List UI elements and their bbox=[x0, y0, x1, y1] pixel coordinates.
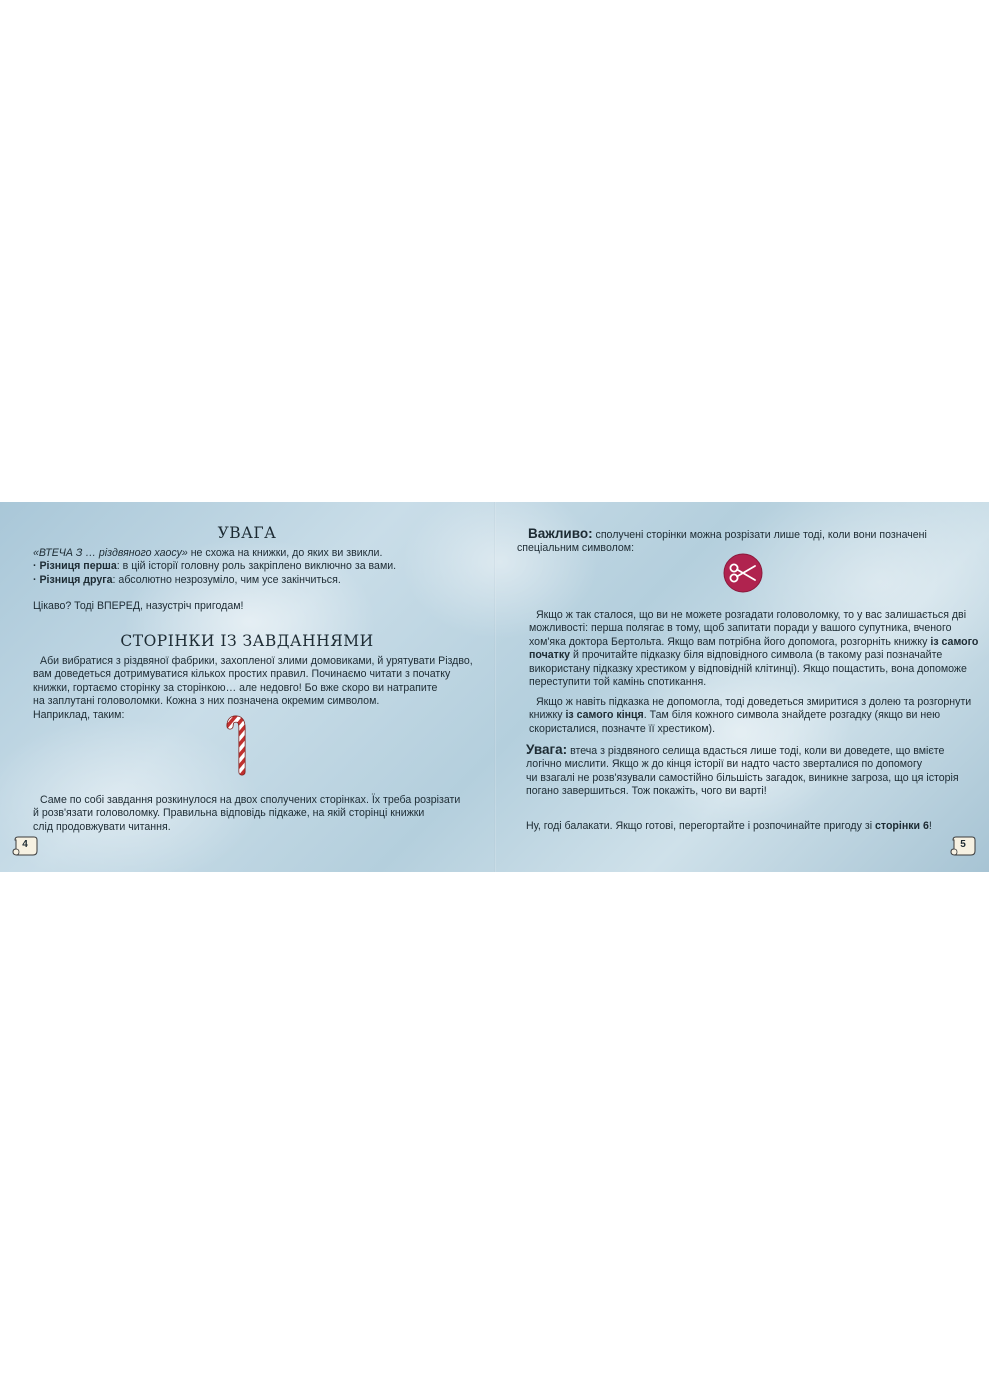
page-number-left: 4 bbox=[12, 836, 38, 856]
diff1-label: · Різниця перша bbox=[33, 560, 117, 573]
candy-cane-icon bbox=[226, 714, 254, 776]
final-text: Ну, годі балакати. Якщо готові, перегортайте і розпочинайте пригоду зі сторінки 6! bbox=[526, 820, 932, 832]
diff2-label: · Різниця друга bbox=[33, 573, 113, 586]
answer-text: Якщо ж навіть підказка не допомогла, тоді доведеться змиритися з долею та розгорнути книжку із самого кінця. Там біля кожного символа знайдете розгадку (якщо ви нею скористалися, позначте її хрестиком). bbox=[529, 696, 972, 735]
split-text: Саме по собі завдання розкинулося на двох сполучених сторінках. Їх треба розрізати й розв'язати головоломку. Правильна відповідь підкаже, на якій сторінці книжки слід продовжувати читання. bbox=[33, 794, 461, 833]
page-number-right: 5 bbox=[950, 836, 976, 856]
right-page bbox=[496, 502, 989, 872]
intro-text: «ВТЕЧА З … різдвяного хаосу» не схожа на книжки, до яких ви звикли. · Різниця перша: в цій історії головну роль закріплено виключно за вами. · Різниця друга: абсолютно незрозуміло, чим усе закінчиться. bbox=[33, 547, 397, 586]
tasks-text: Аби вибратися з різдвяної фабрики, захопленої злими домовиками, й урятувати Різдво, вам доведеться дотримуватися кількох простих правил. Починаємо читати з початку книжки, гортаємо сторінку за сторінкою… але недовго! Бо вже скоро ви натрапите на заплутані головоломки. Кожна з них позначена окремим символом. Наприклад, таким: bbox=[33, 655, 473, 721]
heading-attention: УВАГА bbox=[217, 524, 277, 542]
hint-text: Якщо ж так сталося, що ви не можете розгадати головоломку, то у вас залишається дві можливості: перша полягає в тому, щоб запитати поради у вашого супутника, вченого хом'яка доктора Бертольта. Якщо вам потрібна його допомога, розгорніть книжку із самого початку й прочитайте підказку біля відповідного символа (в такому разі позначайте використану підказку хрестиком у відповідній клітинці). Якщо пощастить, вона допоможе переступити той камінь спотикання. bbox=[529, 609, 979, 689]
important-label: Важливо: bbox=[528, 526, 593, 541]
book-title: «ВТЕЧА З … різдвяного хаосу» bbox=[33, 547, 188, 559]
scissors-icon bbox=[723, 553, 763, 593]
attention-text: Увага: втеча з різдвяного селища вдасться лише тоді, коли ви доведете, що вмієте логічно мислити. Якщо ж до кінця історії ви надто часто зверталися по допомогу чи взагалі не розв'язували самостійно більшість загадок, виникне загроза, що ця історія погано завершиться. Тож покажіть, чого ви варті! bbox=[526, 742, 959, 798]
attention-label: Увага: bbox=[526, 742, 568, 757]
left-page bbox=[0, 502, 494, 872]
heading-tasks: СТОРІНКИ ІЗ ЗАВДАННЯМИ bbox=[120, 632, 374, 650]
important-text: Важливо: сполучені сторінки можна розрізати лише тоді, коли вони позначені спеціальним символом: bbox=[517, 526, 927, 555]
curious-text: Цікаво? Тоді ВПЕРЕД, назустріч пригодам! bbox=[33, 600, 244, 612]
book-spread bbox=[0, 502, 989, 872]
